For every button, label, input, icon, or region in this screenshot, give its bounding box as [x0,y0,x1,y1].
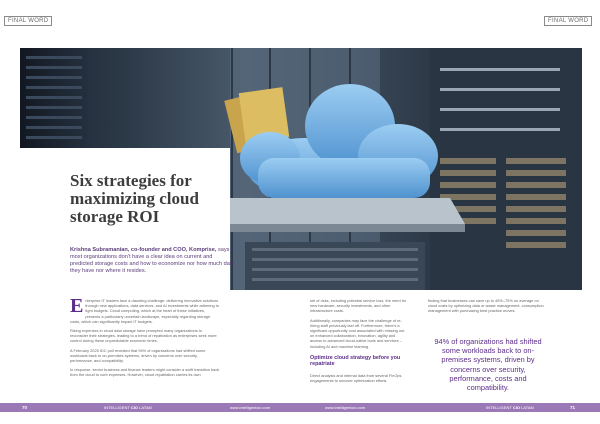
brand-suffix: LATAM [521,405,534,410]
byline: Krishna Subramanian, co-founder and COO, Komprise, [70,247,217,253]
url-right[interactable]: www.intelligentcio.com [325,405,366,410]
brand-cio: CIO [512,405,520,410]
brand-right [486,403,534,412]
standfirst [70,247,235,275]
brand-suffix: LATAM [139,405,152,410]
pull-quote: 94% of organizations had shifted some workloads back to on-premises systems, driven by concerns over security, performance, costs and compatibility. [434,337,542,393]
page-number-right: 71 [570,405,576,410]
paragraph: nterprise IT leaders face a daunting challenge: delivering innovative solutions through new applications, data services, and AI investments while adhering to tight budgets. Cloud computing, which at the heart of these initiatives, presents a particularly uncertain landscape, especially regarding storage costs, which can significantly impact IT budgets. [70,298,220,324]
paragraph: Additionally, companies may face the challenge of re-hiring staff previously laid off. Furthermore, there’s a significant opportunity cost associated with missing out on enhanced collaboration, innovation, agility and access to advanced cloud-native tools and services – including AI and machine learning. [310,317,405,349]
article-title: Six strategies for maximizing cloud storage ROI [70,171,199,226]
url-left[interactable]: www.intelligentcio.com [230,405,271,410]
paragraph: Rising expenses in cloud data storage have prompted many organizations to reconsider their strategies, leading to a trend of repatriation as enterprises seek more control during these unpredictable economic times. [70,328,217,344]
paragraph: finding that businesses can save up to 45%–75% on average on cloud costs by optimizing data or waste management, consumption management with purchasing best practice moves. [428,298,544,314]
brand-prefix: INTELLIGENT [104,405,130,410]
subheading: Optimize cloud strategy before you repatriate [310,354,401,368]
brand-left [104,403,152,412]
brand-prefix: INTELLIGENT [486,405,512,410]
paragraph: set of risks, including potential service loss, the need for new hardware, security investments, and other infrastructure costs. [310,298,407,314]
body-column-2 [310,298,408,387]
body-column-1 [70,295,220,382]
body-column-3 [428,298,548,318]
paragraph: In response, senior business and finance leaders might consider a swift transition back from the cloud to curb expenses. However, cloud repatriation carries its own [70,367,220,378]
section-label-left: FINAL WORD [4,16,52,26]
brand-cio: CIO [130,405,138,410]
standfirst-text: says most organizations don’t have a clear idea on current and predicted storage costs and how to economize nor how much data they have nor where it resides. [70,247,235,274]
dropcap: E [70,295,84,317]
section-label-right: FINAL WORD [544,16,592,26]
page-number-left: 70 [22,405,28,410]
paragraph: A February 2025 IDC poll revealed that 94% of organizations had shifted some workloads back to on-premises systems, driven by concerns over security, performance, and compatibility. [70,347,206,364]
paragraph: Direct analysis and internal data from several FinOps engagements to uncover optimization efforts [310,372,402,384]
